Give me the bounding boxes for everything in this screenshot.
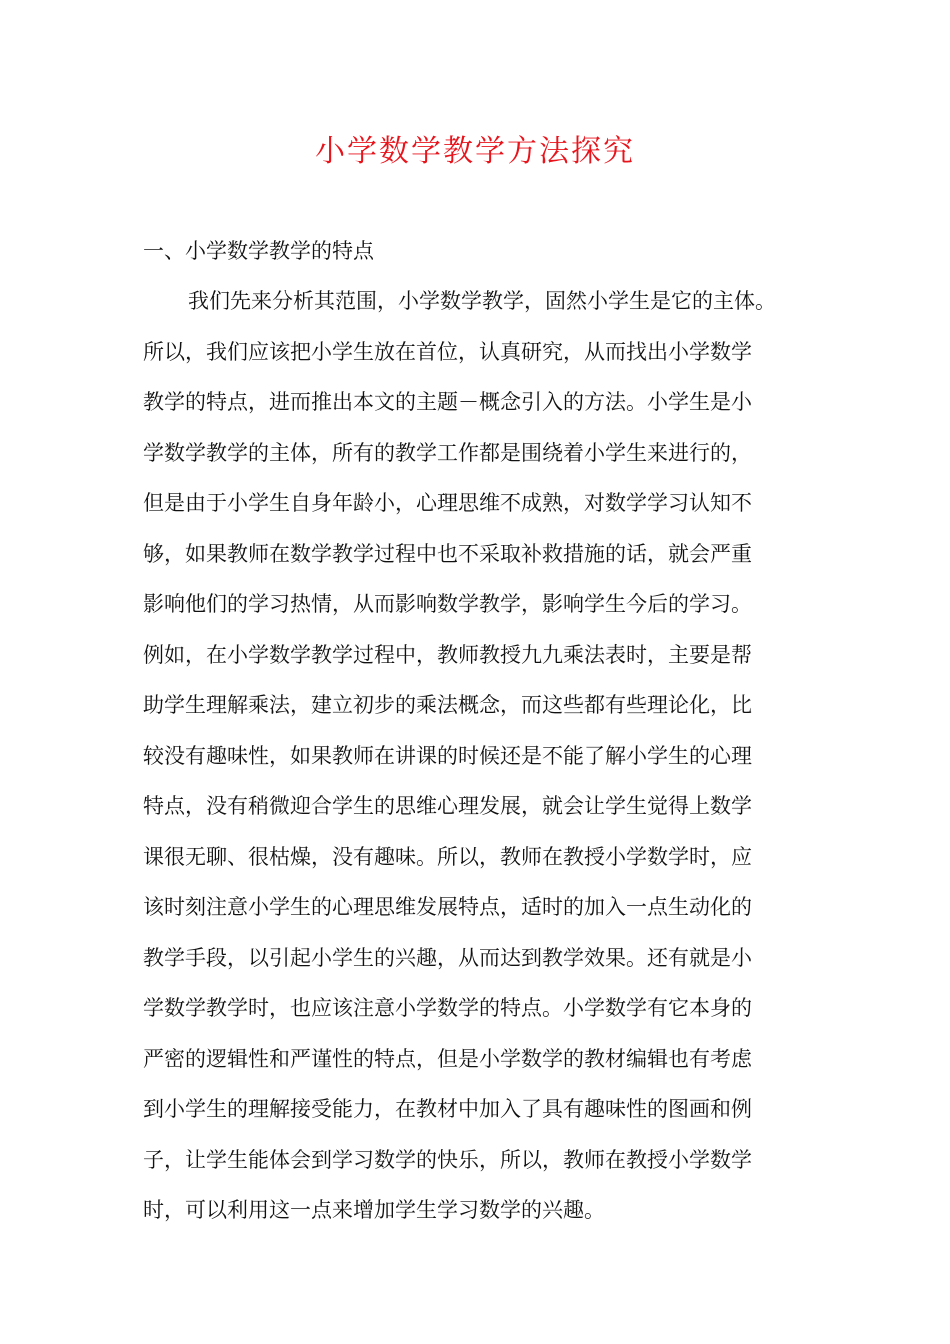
paragraph-line: 教学的特点，进而推出本文的主题－概念引入的方法。小学生是小 — [143, 390, 752, 414]
paragraph-line: 课很无聊、很枯燥，没有趣味。所以，教师在教授小学数学时，应 — [143, 844, 752, 869]
paragraph-line: 但是由于小学生自身年龄小，心理思维不成熟，对数学学习认知不 — [143, 491, 752, 515]
paragraph-line: 影响他们的学习热情，从而影响数学教学，影响学生今后的学习。 — [143, 592, 752, 616]
paragraph-line: 助学生理解乘法，建立初步的乘法概念，而这些都有些理论化，比 — [143, 693, 752, 717]
section-heading: 一、小学数学教学的特点 — [143, 239, 374, 263]
paragraph-line: 较没有趣味性，如果教师在讲课的时候还是不能了解小学生的心理 — [143, 743, 752, 768]
body-paragraph — [143, 285, 823, 1245]
paragraph-line: 时，可以利用这一点来增加学生学习数学的兴趣。 — [143, 1198, 605, 1222]
paragraph-line: 我们先来分析其范围，小学数学教学，固然小学生是它的主体。 — [188, 289, 776, 313]
paragraph-line: 教学手段，以引起小学生的兴趣，从而达到教学效果。还有就是小 — [143, 945, 752, 970]
paragraph-line: 严密的逻辑性和严谨性的特点，但是小学数学的教材编辑也有考虑 — [143, 1046, 752, 1071]
paragraph-line: 例如，在小学数学教学过程中，教师教授九九乘法表时，主要是帮 — [143, 642, 752, 667]
paragraph-line: 该时刻注意小学生的心理思维发展特点，适时的加入一点生动化的 — [143, 895, 752, 919]
paragraph-line: 所以，我们应该把小学生放在首位，认真研究，从而找出小学数学 — [143, 339, 752, 364]
paragraph-line: 学数学教学时，也应该注意小学数学的特点。小学数学有它本身的 — [143, 996, 752, 1020]
paragraph-line: 子，让学生能体会到学习数学的快乐，所以，教师在教授小学数学 — [143, 1147, 752, 1172]
paragraph-line: 特点，没有稍微迎合学生的思维心理发展，就会让学生觉得上数学 — [143, 794, 752, 818]
document-title: 小学数学教学方法探究 — [315, 134, 635, 169]
paragraph-line: 到小学生的理解接受能力，在教材中加入了具有趣味性的图画和例 — [143, 1097, 752, 1121]
paragraph-line: 够，如果教师在数学教学过程中也不采取补救措施的话，就会严重 — [143, 541, 752, 566]
paragraph-line: 学数学教学的主体，所有的教学工作都是围绕着小学生来进行的， — [143, 440, 752, 465]
